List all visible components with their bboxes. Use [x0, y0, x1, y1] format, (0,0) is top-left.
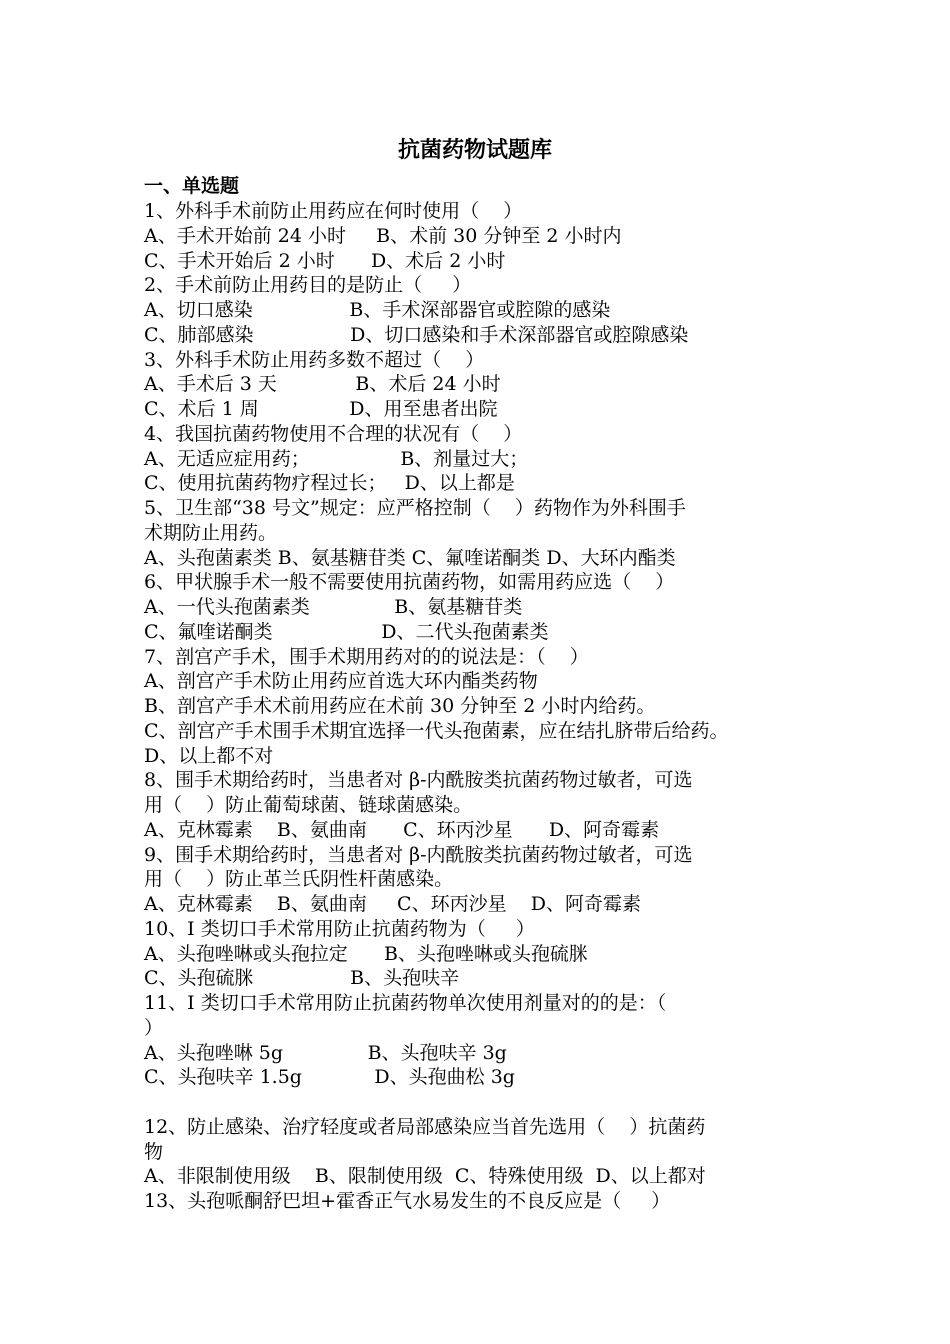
- text-line: A、非限制使用级 B、限制使用级 C、特殊使用级 D、以上都对: [144, 1165, 706, 1188]
- text-line: 4、我国抗菌药物使用不合理的状况有（ ）: [144, 422, 523, 445]
- text-line: A、头孢菌素类 B、氨基糖苷类 C、氟喹诺酮类 D、大环内酯类: [144, 546, 676, 569]
- text-line: A、克林霉素 B、氨曲南 C、环丙沙星 D、阿奇霉素: [144, 818, 660, 841]
- text-line: C、头孢呋辛 1.5g D、头孢曲松 3g: [144, 1066, 515, 1089]
- document-title: 抗菌药物试题库: [397, 137, 552, 163]
- text-line: A、克林霉素 B、氨曲南 C、环丙沙星 D、阿奇霉素: [144, 893, 641, 915]
- text-line: A、切口感染 B、手术深部器官或腔隙的感染: [144, 299, 611, 321]
- text-line: 8、围手术期给药时，当患者对 β-内酰胺类抗菌药物过敏者，可选: [144, 769, 693, 792]
- text-line: C、手术开始后 2 小时 D、术后 2 小时: [144, 249, 506, 272]
- text-line: 1、外科手术前防止用药应在何时使用（ ）: [144, 200, 523, 222]
- text-line: A、无适应症用药； B、剂量过大；: [144, 447, 529, 470]
- text-line: C、氟喹诺酮类 D、二代头孢菌素类: [144, 620, 549, 643]
- text-line: C、术后 1 周 D、用至患者出院: [144, 398, 498, 420]
- text-line: 物: [144, 1140, 164, 1163]
- text-line: 术期防止用药。: [144, 521, 278, 544]
- text-line: 12、防止感染、治疗轻度或者局部感染应当首先选用（ ）抗菌药: [144, 1115, 706, 1138]
- text-line: A、剖宫产手术防止用药应首选大环内酯类药物: [144, 670, 538, 693]
- text-line: C、肺部感染 D、切口感染和手术深部器官或腔隙感染: [144, 323, 689, 346]
- text-line: C、剖宫产手术围手术期宜选择一代头孢菌素，应在结扎脐带后给药。: [144, 719, 729, 742]
- text-line: 13、头孢哌酮舒巴坦+霍香正气水易发生的不良反应是（ ）: [144, 1190, 671, 1212]
- text-line: 2、手术前防止用药目的是防止（ ）: [144, 274, 472, 297]
- text-line: A、头孢唑啉 5g B、头孢呋辛 3g: [144, 1041, 507, 1064]
- text-line: ）: [144, 1016, 164, 1039]
- text-line: C、使用抗菌药物疗程过长； D、以上都是: [144, 472, 515, 495]
- text-line: 10、I 类切口手术常用防止抗菌药物为（ ）: [144, 917, 535, 940]
- text-line: A、手术后 3 天 B、术后 24 小时: [144, 373, 501, 396]
- text-line: 9、围手术期给药时，当患者对 β-内酰胺类抗菌药物过敏者，可选: [144, 843, 693, 866]
- text-line: 7、剖宫产手术，围手术期用药对的的说法是：（ ）: [144, 645, 589, 668]
- text-line: 用（ ）防止葡萄球菌、链球菌感染。: [144, 794, 473, 816]
- text-line: 用（ ）防止革兰氏阴性杆菌感染。: [144, 868, 454, 891]
- text-line: A、一代头孢菌素类 B、氨基糖苷类: [144, 596, 523, 618]
- text-line: C、头孢硫脒 B、头孢呋辛: [144, 967, 460, 990]
- text-line: B、剖宫产手术术前用药应在术前 30 分钟至 2 小时内给药。: [144, 695, 656, 717]
- text-line: D、以上都不对: [144, 744, 274, 767]
- question-list: [144, 199, 834, 1214]
- text-line: 3、外科手术防止用药多数不超过（ ）: [144, 348, 485, 371]
- text-line: 5、卫生部“38 号文”规定：应严格控制（ ）药物作为外科围手: [144, 497, 686, 519]
- text-line: 6、甲状腺手术一般不需要使用抗菌药物，如需用药应选（ ）: [144, 571, 675, 594]
- text-line: A、手术开始前 24 小时 B、术前 30 分钟至 2 小时内: [144, 224, 622, 247]
- text-line: 11、I 类切口手术常用防止抗菌药物单次使用剂量对的的是：（: [144, 992, 667, 1014]
- blank-line: [144, 1090, 834, 1115]
- section-heading: 一、单选题: [144, 175, 240, 197]
- text-line: A、头孢唑啉或头孢拉定 B、头孢唑啉或头孢硫脒: [144, 942, 588, 965]
